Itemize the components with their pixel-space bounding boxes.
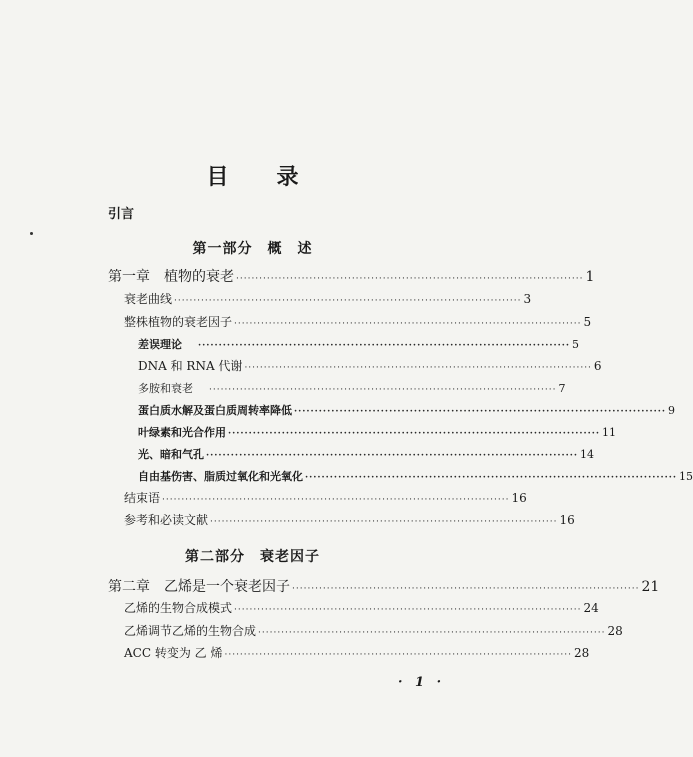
title-char-2: 录: [276, 164, 299, 190]
toc-entry-text: ACC 转变为 乙 烯: [124, 646, 223, 660]
toc-entry-chapter-2: [108, 576, 660, 596]
toc-entry-page: 9: [668, 404, 675, 417]
toc-entry-text: 整株植物的衰老因子: [124, 315, 233, 329]
toc-entry-text: 衰老曲线: [124, 292, 173, 306]
toc-entry-page: 5: [583, 315, 592, 329]
toc-entry-chapter-1: [108, 266, 595, 286]
toc-entry-page: 1: [585, 269, 595, 285]
leader-dots: ··························································································: [210, 517, 558, 527]
toc-entry-page: 14: [580, 448, 594, 461]
toc-entry: [138, 357, 602, 374]
leader-dots: ··························································································: [305, 473, 677, 483]
leader-dots: ··························································································: [162, 495, 510, 505]
leader-dots: ··························································································: [174, 296, 522, 306]
leader-dots: ··························································································: [236, 274, 584, 284]
toc-entry-page: 28: [607, 624, 623, 638]
toc-entry-text: 光、暗和气孔: [138, 448, 204, 461]
toc-preface: 引言: [108, 207, 135, 222]
page-title: [0, 160, 505, 191]
page-number: · 1 ·: [398, 675, 446, 690]
toc-entry-text: 自由基伤害、脂质过氧化和光氧化: [138, 470, 303, 483]
toc-entry: [138, 380, 566, 396]
part-heading-1: 第一部分 概 述: [192, 241, 313, 257]
toc-entry-page: 5: [572, 338, 579, 351]
toc-entry-page: 16: [559, 513, 575, 527]
toc-entry: [138, 446, 594, 462]
title-char-1: 目: [206, 164, 229, 190]
toc-entry-text: 叶绿素和光合作用: [138, 426, 226, 439]
toc-entry-text: 结束语: [124, 491, 161, 505]
toc-entry: [138, 468, 693, 484]
toc-entry: [124, 489, 527, 506]
leader-dots: ··························································································: [234, 605, 582, 615]
scan-speck: [30, 232, 33, 235]
toc-entry-page: 11: [602, 426, 616, 439]
part-heading-2: 第二部分 衰老因子: [185, 549, 320, 565]
toc-entry-page: 15: [679, 470, 693, 483]
toc-entry-text: 蛋白质水解及蛋白质周转率降低: [138, 404, 292, 417]
leader-dots: ··························································································: [294, 407, 666, 417]
leader-dots: ··························································································: [198, 341, 570, 351]
toc-entry-page: 16: [511, 491, 527, 505]
toc-entry: [124, 599, 599, 616]
toc-entry-text: DNA 和 RNA 代谢: [138, 359, 243, 373]
leader-dots: ··························································································: [234, 319, 582, 329]
leader-dots: ··························································································: [292, 584, 640, 594]
toc-entry: [124, 644, 590, 661]
toc-entry-page: 7: [558, 382, 566, 395]
leader-dots: ··························································································: [206, 451, 578, 461]
toc-entry: [124, 290, 532, 307]
leader-dots: ··························································································: [209, 385, 557, 395]
toc-entry-text: 参考和必读文献: [124, 513, 209, 527]
toc-entry: [138, 402, 675, 418]
toc-entry-text: 乙烯的生物合成模式: [124, 601, 233, 615]
toc-entry-text: 第二章 乙烯是一个衰老因子: [108, 579, 290, 595]
toc-entry-text: 乙烯调节乙烯的生物合成: [124, 624, 257, 638]
toc-entry: [124, 313, 592, 330]
toc-entry-text: 差误理论: [138, 338, 182, 351]
toc-entry: [124, 511, 575, 528]
leader-dots: ··························································································: [244, 363, 592, 373]
leader-dots: ··························································································: [228, 429, 600, 439]
toc-entry-page: 28: [573, 646, 590, 660]
leader-dots: ··························································································: [224, 650, 572, 660]
toc-entry-text: 第一章 植物的衰老: [108, 269, 234, 285]
leader-dots: ··························································································: [258, 628, 606, 638]
toc-entry: [138, 424, 616, 440]
toc-entry-page: 24: [583, 601, 599, 615]
toc-entry: [124, 622, 623, 639]
toc-entry-text: 多胺和衰老: [138, 382, 193, 395]
toc-entry-page: 6: [593, 359, 602, 373]
toc-entry-page: 21: [641, 579, 660, 595]
toc-entry-page: 3: [523, 292, 532, 306]
toc-entry: [138, 336, 579, 352]
